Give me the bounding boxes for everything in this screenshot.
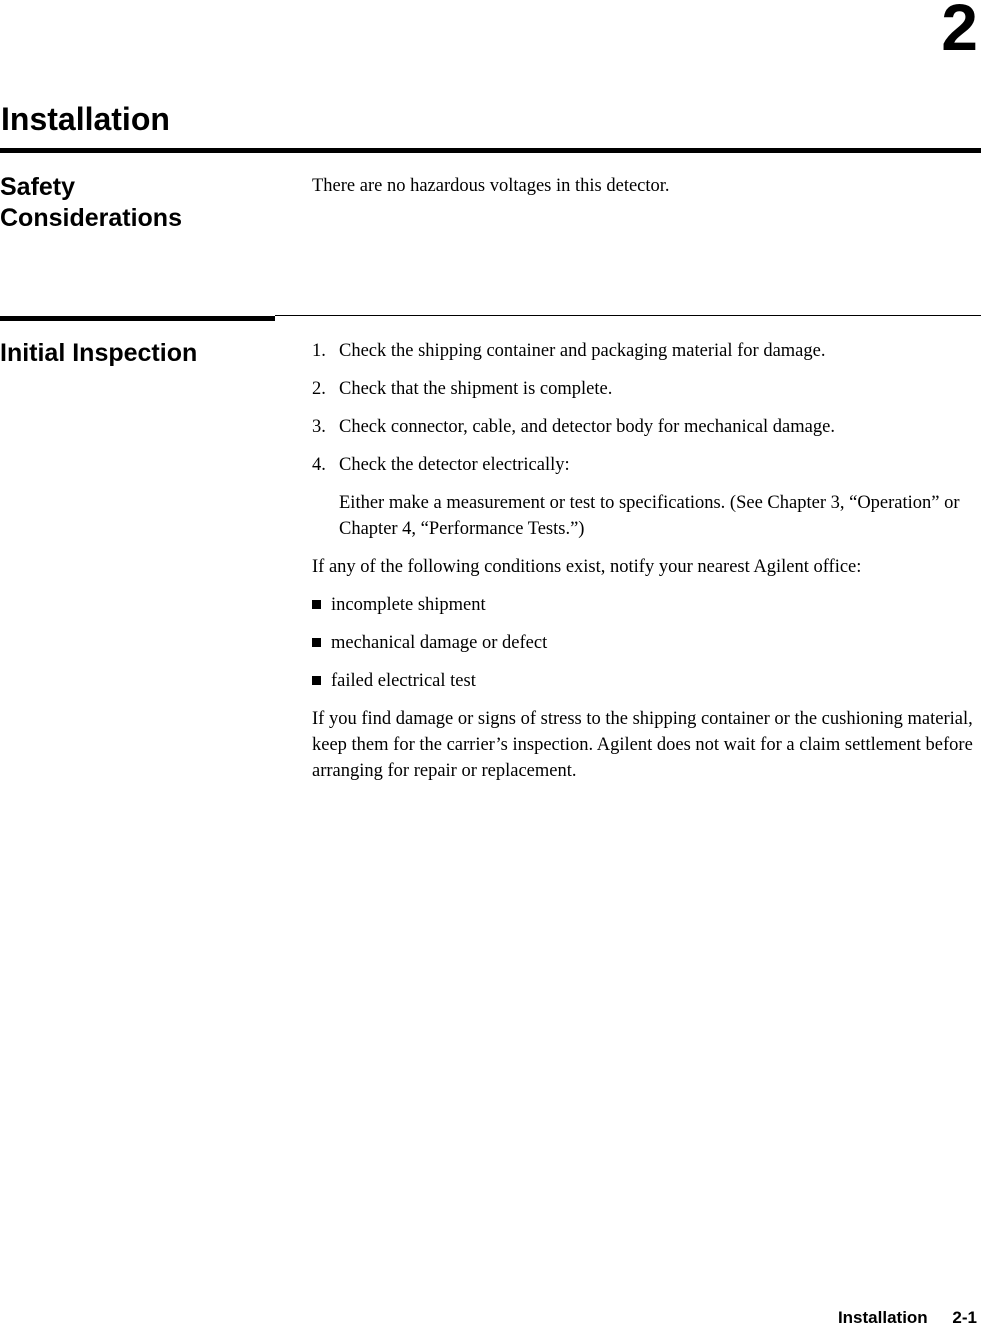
footer-section: Installation xyxy=(837,1308,928,1327)
condition-text: failed electrical test xyxy=(331,671,476,691)
step-number: 1. xyxy=(312,341,326,361)
inspection-heading: Initial Inspection xyxy=(0,339,198,367)
step-text: Check that the shipment is complete. xyxy=(339,379,613,399)
step-item xyxy=(312,414,981,440)
step-number: 2. xyxy=(312,379,326,399)
step-number: 3. xyxy=(312,417,326,437)
inspection-body xyxy=(312,338,981,796)
square-bullet-icon xyxy=(312,638,321,647)
page-footer xyxy=(838,1308,977,1328)
conditions-list xyxy=(312,592,981,694)
square-bullet-icon xyxy=(312,600,321,609)
condition-text: incomplete shipment xyxy=(331,595,486,615)
closing-paragraph: If you find damage or signs of stress to the shipping container or the cushioning material, keep them for the carrier’s inspection. Agilent does not wait for a claim settlement before arranging for repair or replacement. xyxy=(312,709,973,781)
condition-item xyxy=(312,592,981,618)
step-text: Check connector, cable, and detector body for mechanical damage. xyxy=(339,417,835,437)
condition-text: mechanical damage or defect xyxy=(331,633,548,653)
step-item xyxy=(312,338,981,364)
section-divider-thick xyxy=(0,316,275,321)
condition-item xyxy=(312,668,981,694)
step-text: Check the detector electrically: xyxy=(339,455,570,475)
safety-heading-line1: Safety xyxy=(0,173,76,201)
step-item xyxy=(312,452,981,478)
condition-item xyxy=(312,630,981,656)
inspection-steps xyxy=(312,338,981,478)
chapter-rule xyxy=(0,148,981,153)
safety-text: There are no hazardous voltages in this detector. xyxy=(312,176,670,196)
step-number: 4. xyxy=(312,455,326,475)
section-divider-thin xyxy=(275,315,981,316)
safety-heading xyxy=(0,172,260,234)
chapter-number: 2 xyxy=(941,0,977,64)
safety-heading-line2: Considerations xyxy=(0,204,182,232)
conditions-intro: If any of the following conditions exist, notify your nearest Agilent office: xyxy=(312,557,862,577)
square-bullet-icon xyxy=(312,676,321,685)
step-item xyxy=(312,376,981,402)
footer-page-number: 2-1 xyxy=(952,1308,977,1327)
step-text: Check the shipping container and packaging material for damage. xyxy=(339,341,826,361)
chapter-title: Installation xyxy=(1,101,170,137)
step4-detail: Either make a measurement or test to specifications. (See Chapter 3, “Operation” or Chapter 4, “Performance Tests.”) xyxy=(339,493,960,539)
